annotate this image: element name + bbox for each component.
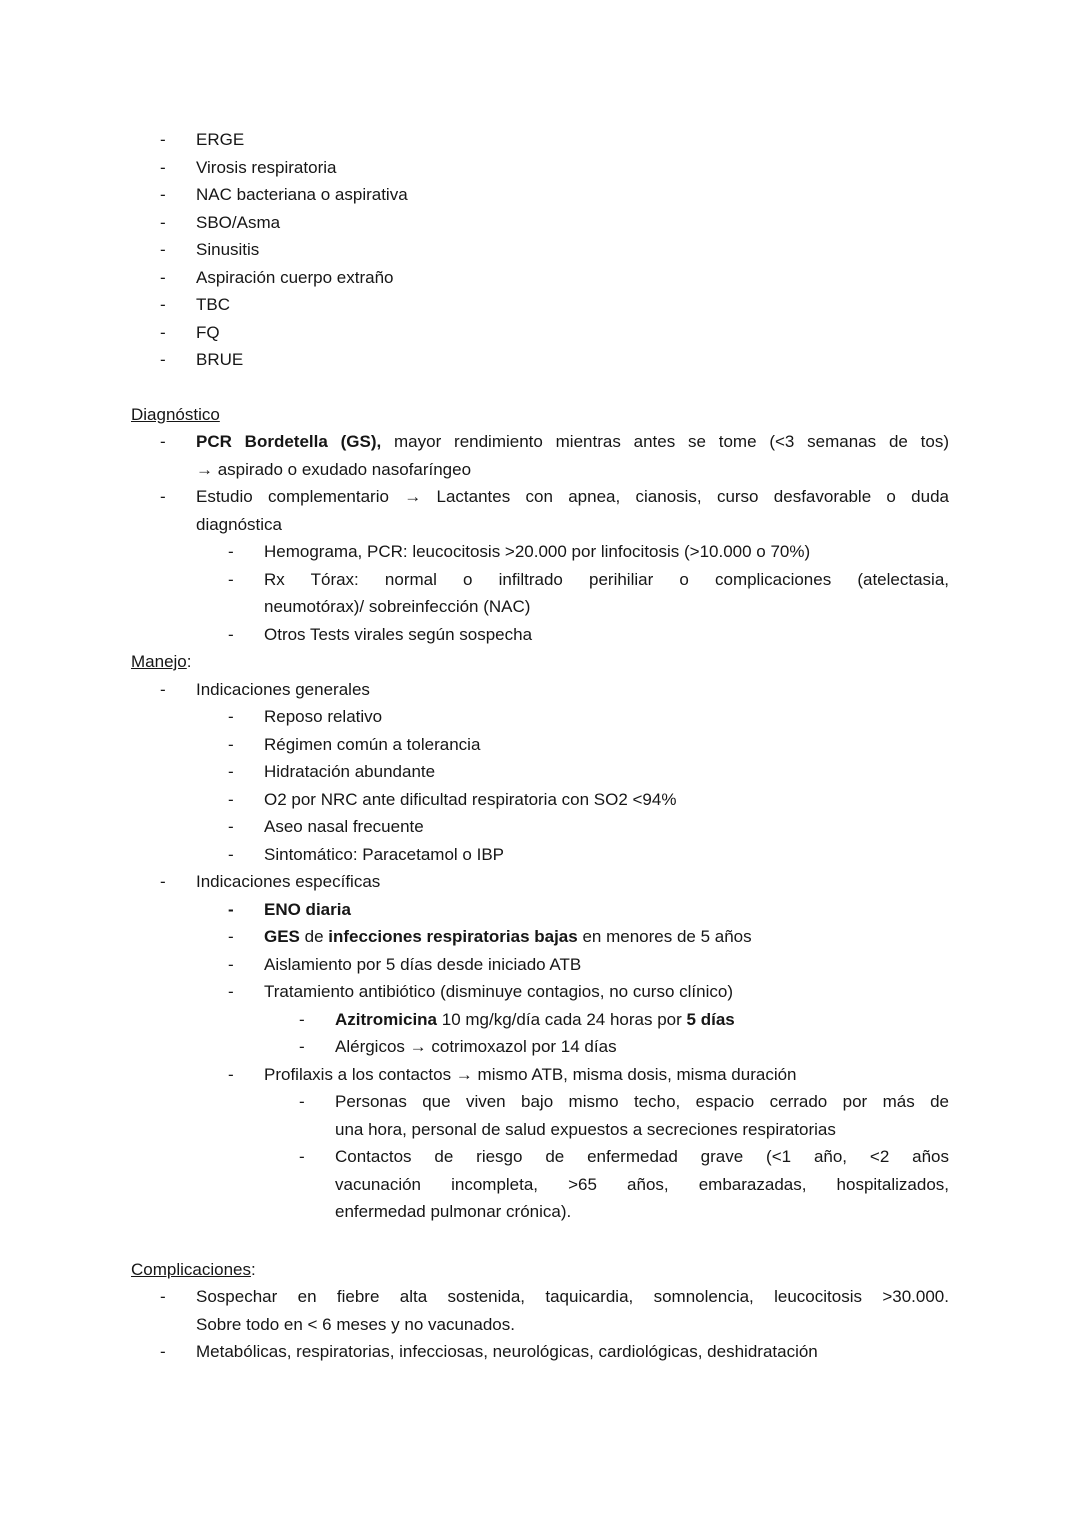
- bullet-dash: -: [160, 212, 166, 232]
- text: Personas que viven bajo mismo techo, espacio cerrado por más de: [335, 1092, 949, 1111]
- list-item: [131, 319, 949, 347]
- list-item: [131, 236, 949, 264]
- list-item: [131, 813, 949, 841]
- list-item-line: [264, 978, 949, 1006]
- list-item: [131, 621, 949, 649]
- list-item-line: [264, 786, 949, 814]
- list-item-line: [196, 1338, 949, 1366]
- bullet-dash: -: [160, 1342, 166, 1361]
- list-item: [131, 181, 949, 209]
- bullet-dash: -: [160, 679, 166, 699]
- list-item-line: [264, 1061, 949, 1089]
- text: FQ: [196, 322, 220, 342]
- list-item: [131, 1033, 949, 1061]
- list-item: [131, 758, 949, 786]
- list-item-line: [335, 1116, 949, 1144]
- section-heading: [131, 648, 949, 676]
- bullet-dash: -: [228, 569, 234, 589]
- text: Aspiración cuerpo extraño: [196, 267, 394, 287]
- list-item-line: [335, 1143, 949, 1171]
- text: Alérgicos → cotrimoxazol por 14 días: [335, 1037, 617, 1056]
- blank-line: [131, 374, 949, 401]
- list-item: [131, 1143, 949, 1226]
- list-item-line: [196, 1283, 949, 1311]
- bullet-dash: -: [228, 927, 234, 946]
- list-item-line: [264, 896, 949, 924]
- section-heading-text: Diagnóstico: [131, 404, 220, 424]
- text: de: [299, 927, 329, 946]
- bold-text: 5 días: [686, 1009, 735, 1029]
- bullet-dash: -: [228, 762, 234, 781]
- list-item-line: [196, 346, 949, 374]
- list-item: [131, 538, 949, 566]
- bullet-dash: -: [299, 1009, 305, 1029]
- bullet-dash: -: [228, 844, 234, 864]
- bullet-dash: -: [228, 1064, 234, 1084]
- section-heading-suffix: :: [251, 1259, 256, 1279]
- list-item-line: [196, 483, 949, 511]
- section-heading-text: Manejo: [131, 652, 187, 671]
- bullet-dash: -: [160, 872, 166, 891]
- text: en menores de 5 años: [577, 927, 752, 946]
- text: Hemograma, PCR: leucocitosis >20.000 por linfocitosis (>10.000 o 70%): [264, 542, 811, 561]
- text: Sobre todo en < 6 meses y no vacunados.: [196, 1314, 515, 1334]
- list-item-line: [264, 923, 949, 951]
- list-item-line: [264, 621, 949, 649]
- list-item-line: [264, 538, 949, 566]
- list-item: [131, 978, 949, 1006]
- text: Otros Tests virales según sospecha: [264, 624, 533, 644]
- section-heading: [131, 1256, 949, 1284]
- list-item: [131, 428, 949, 483]
- list-item: [131, 703, 949, 731]
- section-heading-suffix: :: [186, 652, 192, 671]
- bullet-dash: -: [160, 322, 166, 342]
- list-item-line: [264, 593, 949, 621]
- text: Tratamiento antibiótico (disminuye contagios, no curso clínico): [264, 982, 733, 1001]
- list-item-line: [196, 236, 949, 264]
- text: NAC bacteriana o aspirativa: [196, 185, 408, 204]
- text: BRUE: [196, 350, 244, 369]
- list-item: [131, 346, 949, 374]
- list-item-line: [196, 1311, 949, 1339]
- list-item-line: [264, 566, 949, 594]
- bullet-dash: -: [299, 1092, 305, 1111]
- bold-text: GES: [264, 927, 300, 946]
- text: Hidratación abundante: [264, 762, 436, 781]
- text: Metabólicas, respiratorias, infecciosas, neurológicas, cardiológicas, deshidratación: [196, 1342, 818, 1361]
- bullet-dash: -: [228, 542, 234, 561]
- text: Profilaxis a los contactos → mismo ATB, misma dosis, misma duración: [264, 1064, 797, 1084]
- text: Rx Tórax: normal o infiltrado perihiliar o complicaciones (atelectasia,: [264, 569, 949, 589]
- text: Reposo relativo: [264, 707, 383, 726]
- text: neumotórax)/ sobreinfección (NAC): [264, 597, 531, 616]
- list-item: [131, 868, 949, 896]
- bullet-dash: -: [160, 432, 166, 451]
- list-item: [131, 951, 949, 979]
- bullet-dash: -: [299, 1037, 305, 1056]
- text: Aseo nasal frecuente: [264, 817, 424, 836]
- section-heading: [131, 401, 949, 429]
- list-item: [131, 731, 949, 759]
- list-item: [131, 483, 949, 538]
- list-item-line: [264, 758, 949, 786]
- text: Aislamiento por 5 días desde iniciado ATB: [264, 954, 582, 974]
- list-item-line: [335, 1088, 949, 1116]
- text: Estudio complementario → Lactantes con apnea, cianosis, curso desfavorable o duda: [196, 487, 949, 506]
- list-item: [131, 291, 949, 319]
- list-item: [131, 1338, 949, 1366]
- text: ERGE: [196, 130, 245, 149]
- bullet-dash: -: [160, 267, 166, 287]
- bullet-dash: -: [160, 185, 166, 204]
- text: Indicaciones específicas: [196, 872, 381, 891]
- bullet-dash: -: [160, 350, 166, 369]
- list-item: [131, 264, 949, 292]
- list-item: [131, 841, 949, 869]
- list-item: [131, 1061, 949, 1089]
- section-heading-text: Complicaciones: [131, 1259, 251, 1279]
- text: Sintomático: Paracetamol o IBP: [264, 844, 505, 864]
- list-item-line: [335, 1198, 949, 1226]
- list-item: [131, 676, 949, 704]
- list-item: [131, 923, 949, 951]
- bullet-dash: -: [160, 240, 166, 259]
- bullet-dash: -: [228, 899, 234, 919]
- list-item: [131, 154, 949, 182]
- list-item: [131, 896, 949, 924]
- list-item-line: [264, 951, 949, 979]
- bullet-dash: -: [228, 707, 234, 726]
- bullet-dash: -: [228, 817, 234, 836]
- list-item: [131, 1283, 949, 1338]
- document-content: [131, 126, 949, 1366]
- text: Virosis respiratoria: [196, 157, 337, 177]
- list-item-line: [335, 1033, 949, 1061]
- list-item: [131, 209, 949, 237]
- list-item-line: [264, 841, 949, 869]
- blank-line: [131, 1226, 949, 1256]
- list-item-line: [196, 456, 949, 484]
- bullet-dash: -: [160, 1287, 166, 1306]
- bullet-dash: -: [160, 130, 166, 149]
- bold-text: ENO diaria: [264, 899, 351, 919]
- text: mayor rendimiento mientras antes se tome (<3 semanas de tos): [381, 432, 949, 451]
- list-item-line: [264, 731, 949, 759]
- list-item: [131, 1006, 949, 1034]
- list-item-line: [196, 209, 949, 237]
- list-item-line: [196, 126, 949, 154]
- bold-text: PCR Bordetella (GS),: [196, 432, 382, 451]
- bullet-dash: -: [160, 295, 166, 314]
- list-item-line: [196, 264, 949, 292]
- list-item-line: [196, 868, 949, 896]
- list-item-line: [196, 319, 949, 347]
- list-item: [131, 566, 949, 621]
- list-item-line: [196, 511, 949, 539]
- bullet-dash: -: [228, 982, 234, 1001]
- text: Régimen común a tolerancia: [264, 734, 481, 754]
- text: Sinusitis: [196, 240, 260, 259]
- bold-text: infecciones respiratorias bajas: [328, 927, 578, 946]
- list-item: [131, 126, 949, 154]
- bullet-dash: -: [299, 1147, 305, 1166]
- bullet-dash: -: [228, 789, 234, 809]
- list-item-line: [196, 428, 949, 456]
- list-item-line: [196, 291, 949, 319]
- list-item-line: [335, 1171, 949, 1199]
- bullet-dash: -: [160, 487, 166, 506]
- text: Contactos de riesgo de enfermedad grave (<1 año, <2 años: [335, 1147, 949, 1166]
- text: 10 mg/kg/día cada 24 horas por: [437, 1009, 687, 1029]
- text: O2 por NRC ante dificultad respiratoria con SO2 <94%: [264, 789, 677, 809]
- text: vacunación incompleta, >65 años, embarazadas, hospitalizados,: [335, 1174, 949, 1194]
- list-item-line: [196, 181, 949, 209]
- list-item: [131, 786, 949, 814]
- list-item-line: [196, 676, 949, 704]
- list-item: [131, 1088, 949, 1143]
- list-item-line: [335, 1006, 949, 1034]
- text: enfermedad pulmonar crónica).: [335, 1202, 572, 1221]
- bullet-dash: -: [228, 734, 234, 754]
- list-item-line: [264, 813, 949, 841]
- bullet-dash: -: [228, 954, 234, 974]
- bold-text: Azitromicina: [335, 1009, 438, 1029]
- text: diagnóstica: [196, 514, 283, 534]
- list-item-line: [264, 703, 949, 731]
- list-item-line: [196, 154, 949, 182]
- text: SBO/Asma: [196, 212, 281, 232]
- text: una hora, personal de salud expuestos a secreciones respiratorias: [335, 1119, 836, 1139]
- bullet-dash: -: [228, 624, 234, 644]
- bullet-dash: -: [160, 157, 166, 177]
- text: Indicaciones generales: [196, 679, 370, 699]
- text: → aspirado o exudado nasofaríngeo: [196, 459, 472, 479]
- text: Sospechar en fiebre alta sostenida, taquicardia, somnolencia, leucocitosis >30.000.: [196, 1287, 949, 1306]
- text: TBC: [196, 295, 230, 314]
